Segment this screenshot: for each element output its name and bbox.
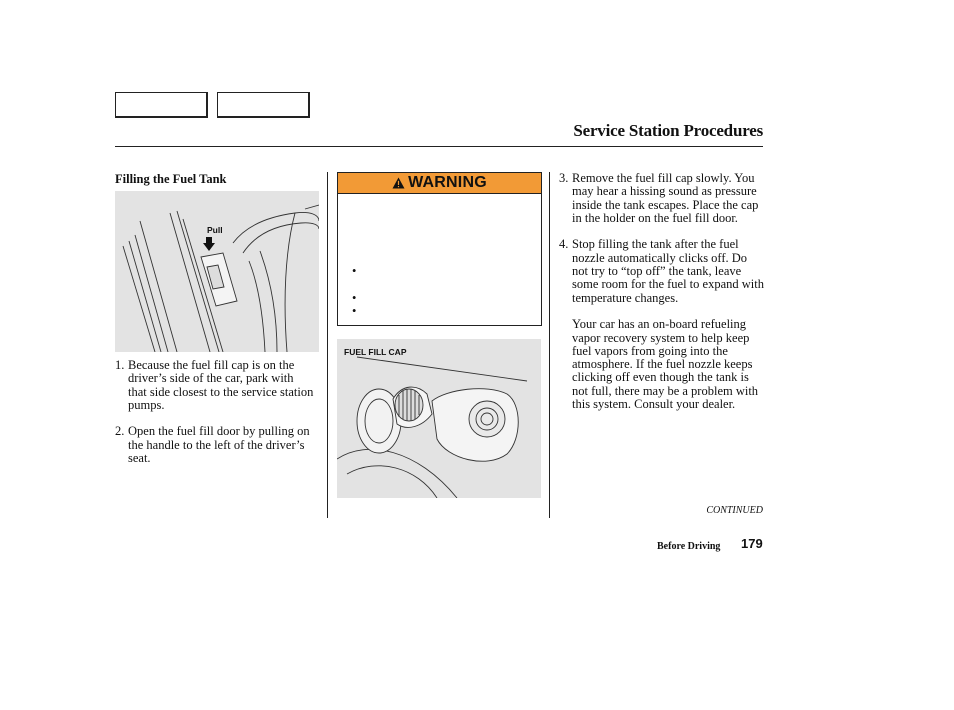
nav-tab-2[interactable]	[217, 92, 310, 118]
column-divider-1	[327, 172, 328, 518]
list-item	[559, 318, 765, 411]
step-text: Remove the fuel fill cap slowly. You may hear a hissing sound as pressure inside the tank escapes. Place the cap in the holder on the fuel fill door.	[572, 171, 759, 225]
warning-bullets	[352, 265, 356, 318]
list-item: •	[352, 264, 357, 278]
step-number: 4.	[559, 237, 569, 252]
step-text: Open the fuel fill door by pulling on the handle to the left of the driver’s seat.	[128, 424, 310, 466]
list-item: •	[352, 290, 357, 305]
continued-label: CONTINUED	[706, 505, 763, 516]
warning-box	[337, 172, 542, 326]
pull-arrow-icon	[203, 237, 215, 251]
steps-list-right	[559, 172, 765, 425]
step-number: 1.	[115, 358, 125, 372]
step-number: 3.	[559, 171, 569, 185]
step-number: 2.	[115, 424, 125, 439]
page-number: 179	[741, 536, 763, 551]
warning-word: WARNING	[408, 174, 487, 191]
list-item: •	[352, 303, 357, 318]
list-item	[559, 238, 765, 304]
fuel-fill-cap-label: FUEL FILL CAP	[344, 347, 407, 357]
fuel-fill-cap-drawing	[337, 339, 541, 498]
vapor-recovery-note: Your car has an on-board refueling vapor recovery system to help keep fuel vapors from going into the atmosphere. If the fuel nozzle keeps clicking off even though the tank is not full, there may be a problem with this system. Consult your dealer.	[572, 317, 759, 412]
list-item	[115, 359, 315, 412]
section-heading: Filling the Fuel Tank	[115, 172, 227, 186]
page-title: Service Station Procedures	[573, 121, 763, 140]
warning-triangle-icon	[392, 177, 405, 189]
fuel-door-release-illustration	[115, 191, 319, 352]
footer-section-name: Before Driving	[657, 541, 721, 552]
title-divider	[115, 146, 763, 147]
list-item	[115, 425, 315, 465]
warning-header	[338, 173, 541, 194]
pull-label: Pull	[207, 225, 223, 235]
nav-tab-1[interactable]	[115, 92, 208, 118]
list-item	[559, 172, 765, 225]
fuel-fill-cap-illustration	[337, 339, 541, 498]
fuel-door-release-drawing	[115, 191, 319, 352]
steps-list-left	[115, 359, 315, 479]
step-text: Stop filling the tank after the fuel nozzle automatically clicks off. Do not try to “top off” the tank, leave some room for the fuel to expand with temperature changes.	[572, 237, 764, 305]
column-divider-2	[549, 172, 550, 518]
step-text: Because the fuel fill cap is on the driver’s side of the car, park with that side closest to the service station pumps.	[128, 358, 314, 412]
